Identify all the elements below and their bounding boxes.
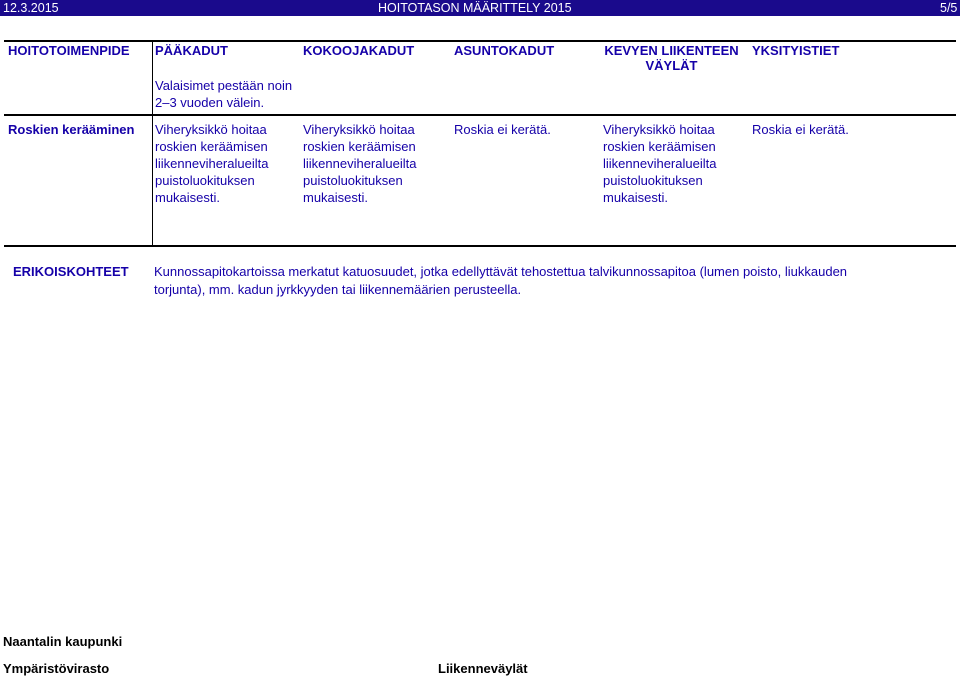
cell-line: puistoluokituksen [303, 173, 403, 188]
cell-line: mukaisesti. [603, 190, 669, 205]
row-label-roskien-keraaminen: Roskien kerääminen [8, 122, 135, 137]
cell-line: Viheryksikkö hoitaa [155, 122, 267, 137]
footer-department: Ympäristövirasto [3, 661, 110, 676]
cell-line: liikenneviheralueilta [155, 156, 269, 171]
erikoiskohteet-label: ERIKOISKOHTEET [13, 264, 129, 279]
cell-line: Viheryksikkö hoitaa [603, 122, 715, 137]
footer-organization: Naantalin kaupunki [3, 634, 123, 649]
cell-yksityistiet: Roskia ei kerätä. [752, 122, 849, 137]
header-title: HOITOTASON MÄÄRITTELY 2015 [378, 1, 572, 15]
header-date: 12.3.2015 [3, 1, 59, 15]
cell-asuntokadut: Roskia ei kerätä. [454, 122, 551, 137]
header-asuntokadut: ASUNTOKADUT [454, 43, 555, 58]
cell-line: mukaisesti. [155, 190, 221, 205]
cell-line: liikenneviheralueilta [603, 156, 717, 171]
header-hoitotoimenpide: HOITOTOIMENPIDE [8, 43, 130, 58]
cell-line: mukaisesti. [303, 190, 369, 205]
header-page-number: 5/5 [940, 1, 958, 15]
cell-line: roskien keräämisen [155, 139, 268, 154]
column-divider [152, 42, 153, 247]
note-line-2: 2–3 vuoden välein. [155, 95, 265, 110]
header-vaylat: VÄYLÄT [645, 58, 698, 73]
footer-section: Liikenneväylät [438, 661, 528, 676]
table-bottom-rule [4, 245, 956, 247]
erikoiskohteet-text-line-2: torjunta), mm. kadun jyrkkyyden tai liikennemäärien perusteella. [154, 282, 522, 297]
header-kokoojakadut: KOKOOJAKADUT [303, 43, 415, 58]
erikoiskohteet-text-line-1: Kunnossapitokartoissa merkatut katuosuudet, jotka edellyttävät tehostettua talvikunnossapitoa (lumen poisto, liukkauden [154, 264, 848, 279]
cell-line: liikenneviheralueilta [303, 156, 417, 171]
table-mid-rule [4, 114, 956, 116]
cell-line: puistoluokituksen [155, 173, 255, 188]
note-line-1: Valaisimet pestään noin [155, 78, 293, 93]
cell-line: roskien keräämisen [303, 139, 416, 154]
cell-line: puistoluokituksen [603, 173, 703, 188]
cell-line: Viheryksikkö hoitaa [303, 122, 415, 137]
cell-line: roskien keräämisen [603, 139, 716, 154]
page-header-bar [0, 0, 960, 16]
header-paakadut: PÄÄKADUT [155, 43, 228, 58]
header-kevyen-liikenteen: KEVYEN LIIKENTEEN [604, 43, 739, 58]
header-yksityistiet: YKSITYISTIET [752, 43, 840, 58]
